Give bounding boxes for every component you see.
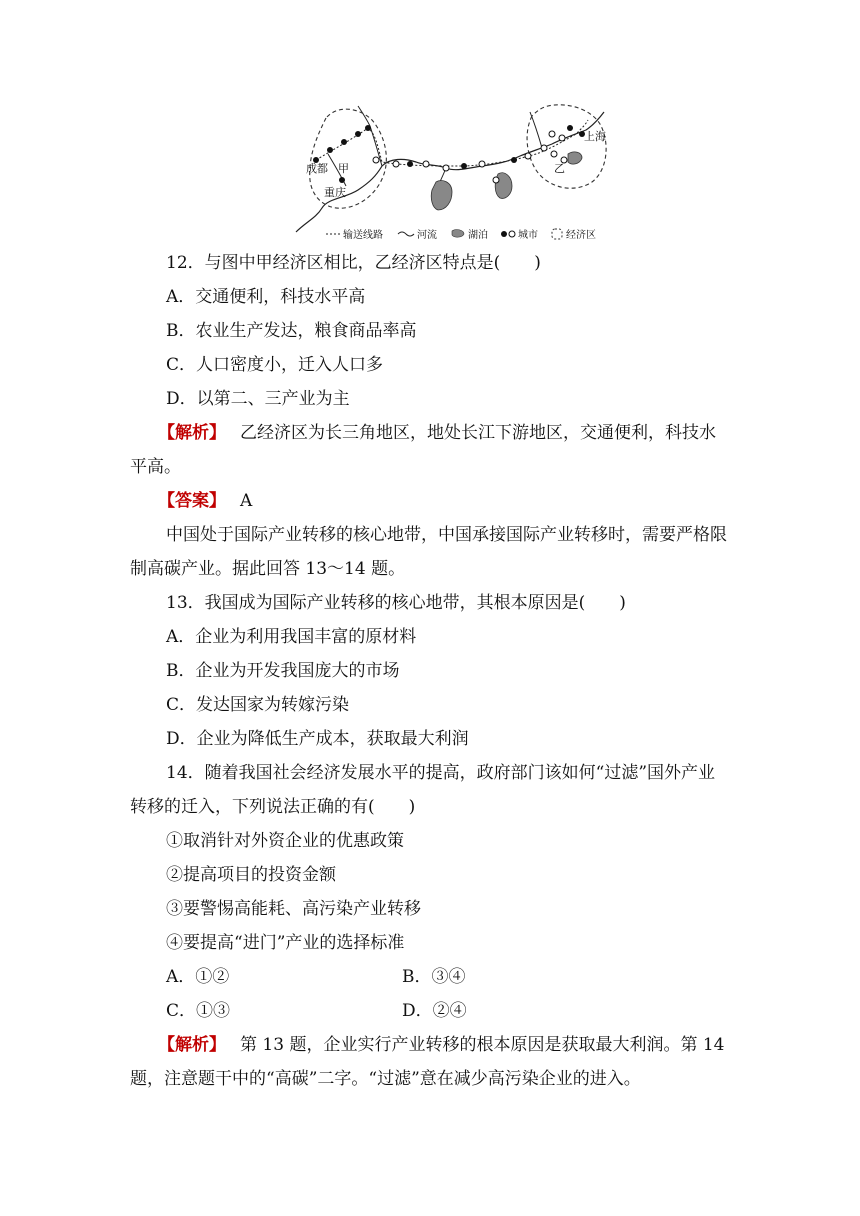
analysis-1-line1 — [158, 421, 716, 445]
intro-line1: 中国处于国际产业转移的核心地带，中国承接国际产业转移时，需要严格限 — [166, 525, 727, 545]
intro-line2: 制高碳产业。据此回答 13～14 题。 — [130, 559, 406, 579]
legend-route: 输送线路 — [343, 230, 383, 241]
q14-option-c: C．①③ — [166, 1001, 231, 1021]
analysis-1-text: 乙经济区为长三角地区，地处长江下游地区，交通便利，科技水 — [240, 423, 716, 443]
analysis-2-line1 — [158, 1033, 724, 1057]
label-chengdu: 成都 — [306, 162, 328, 175]
answer-1 — [158, 489, 252, 513]
lake-poyang — [495, 173, 512, 199]
q14-stem-line1: 14．随着我国社会经济发展水平的提高，政府部门该如何“过滤”国外产业 — [166, 763, 716, 783]
label-shanghai: 上海 — [584, 130, 606, 143]
map-legend — [326, 228, 596, 241]
q14-statement-4: ④要提高“进门”产业的选择标准 — [166, 933, 405, 953]
answer-tag: 【答案】 — [158, 491, 226, 511]
q12-stem: 12．与图中甲经济区相比，乙经济区特点是( ) — [166, 253, 541, 273]
economic-zone-yi — [527, 105, 606, 188]
answer-1-value: A — [240, 491, 253, 511]
economic-zone-map — [286, 98, 620, 244]
q12-option-d: D．以第二、三产业为主 — [166, 389, 350, 409]
q14-statement-1: ①取消针对外资企业的优惠政策 — [166, 831, 404, 851]
transmission-route — [316, 120, 588, 166]
q13-option-a: A．企业为利用我国丰富的原材料 — [166, 627, 417, 647]
analysis-2-line2: 题，注意题干中的“高碳”二字。“过滤”意在减少高污染企业的进入。 — [130, 1069, 641, 1089]
q12-option-b: B．农业生产发达，粮食商品率高 — [166, 321, 417, 341]
q14-statement-2: ②提高项目的投资金额 — [166, 865, 336, 885]
q13-stem: 13．我国成为国际产业转移的核心地带，其根本原因是( ) — [166, 593, 626, 613]
lake-taihu — [568, 152, 582, 164]
q13-option-d: D．企业为降低生产成本，获取最大利润 — [166, 729, 469, 749]
analysis-1-line2: 平高。 — [130, 457, 181, 477]
legend-zone: 经济区 — [566, 230, 596, 241]
q14-option-a: A．①② — [166, 967, 230, 987]
city-markers — [313, 125, 585, 183]
analysis-tag: 【解析】 — [158, 423, 226, 443]
q14-option-d: D．②④ — [402, 1001, 467, 1021]
legend-city: 城市 — [518, 230, 538, 241]
q14-option-b: B．③④ — [402, 967, 466, 987]
legend-lake: 湖泊 — [468, 230, 488, 241]
label-chongqing: 重庆 — [324, 186, 346, 199]
analysis-tag-2: 【解析】 — [158, 1035, 226, 1055]
q13-option-c: C．发达国家为转嫁污染 — [166, 695, 350, 715]
legend-river: 河流 — [417, 230, 437, 241]
q14-stem-line2: 转移的迁入，下列说法正确的有( ) — [130, 797, 416, 817]
q14-statement-3: ③要警惕高能耗、高污染产业转移 — [166, 899, 421, 919]
q12-option-c: C．人口密度小，迁入人口多 — [166, 355, 384, 375]
label-jia: 甲 — [338, 162, 349, 175]
lake-dongting — [431, 180, 452, 210]
q12-option-a: A．交通便利，科技水平高 — [166, 287, 366, 307]
analysis-2-text: 第 13 题，企业实行产业转移的根本原因是获取最大利润。第 14 — [240, 1035, 725, 1055]
q13-option-b: B．企业为开发我国庞大的市场 — [166, 661, 400, 681]
label-yi: 乙 — [554, 162, 565, 175]
